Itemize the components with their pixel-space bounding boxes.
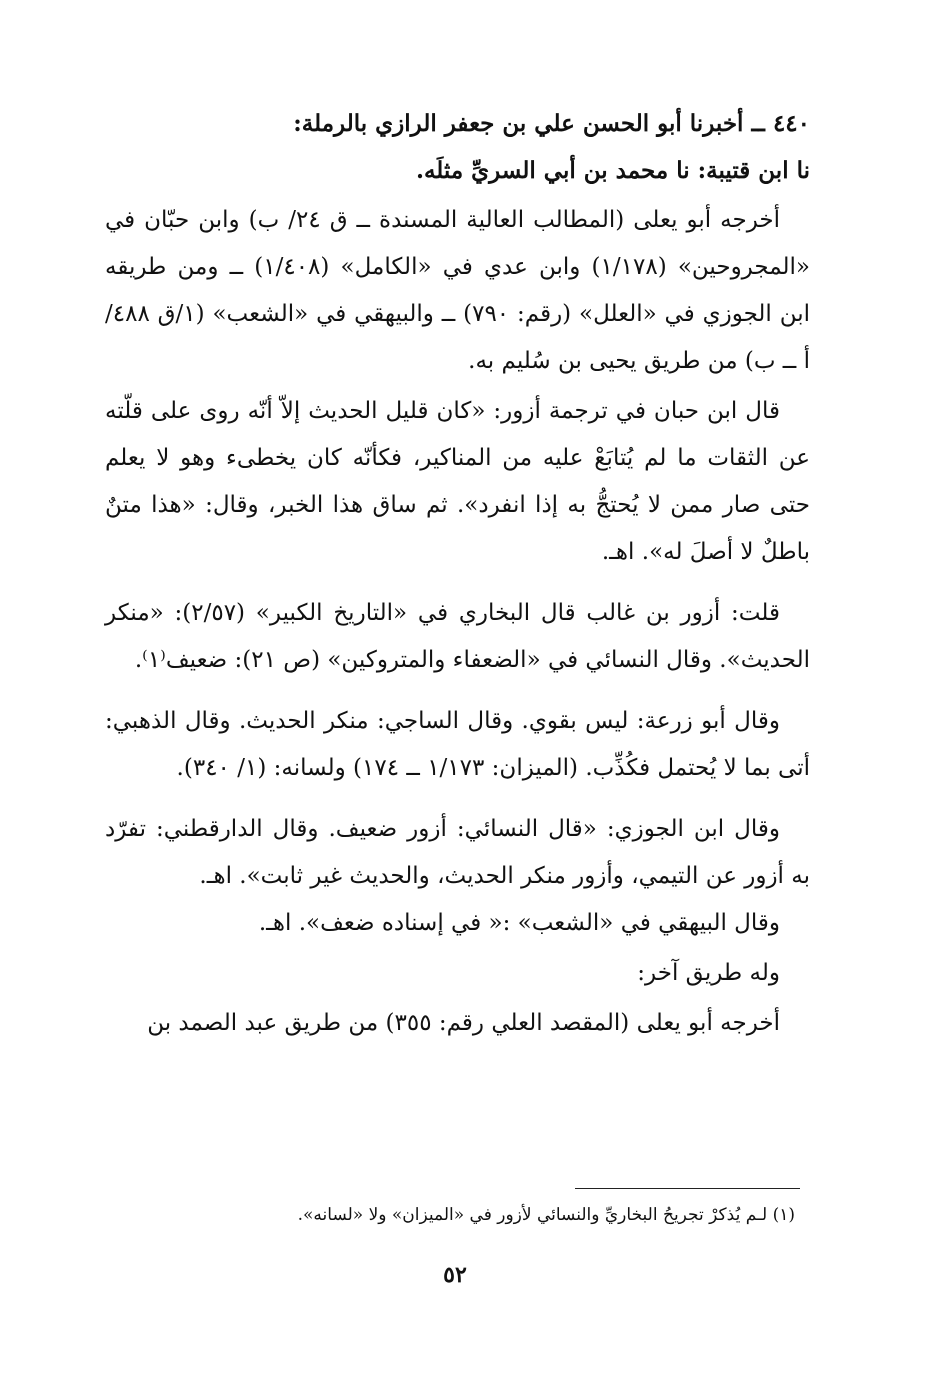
footnote-divider bbox=[575, 1188, 800, 1189]
paragraph-ibn-hibban: قال ابن حبان في ترجمة أزور: «كان قليل الحديث إلاّ أنّه روى على قلّته عن الثقات ما لم يُتابَعْ عليه من المناكير، فكأنّه كان يخطىء وهو لا يعلم حتى صار ممن لا يُحتجُّ به إذا انفرد». ثم ساق هذا الخبر، وقال: «هذا متنٌ باطلٌ لا أصلَ له». اهـ. bbox=[105, 398, 810, 565]
paragraph-bukhari-nasai: قلت: أزور بن غالب قال البخاري في «التاريخ الكبير» (٢/٥٧): «منكر الحديث». وقال النسائي في «الضعفاء والمتروكين» (ص ٢١): ضعيف⁽١⁾. bbox=[105, 600, 810, 673]
paragraph-abu-yala: أخرجه أبو يعلى (المقصد العلي رقم: ٣٥٥) من طريق عبد الصمد بن bbox=[147, 1010, 780, 1036]
hadith-line-1: ٤٤٠ ــ أخبرنا أبو الحسن علي بن جعفر الرازي بالرملة: bbox=[293, 110, 810, 137]
footnote: (١) لـم يُذكرْ تجريحُ البخاريِّ والنسائي لأزور في «الميزان» ولا «لسانه». bbox=[297, 1205, 795, 1225]
paragraph-another-route: وله طريق آخر: bbox=[637, 960, 780, 986]
page-body bbox=[105, 100, 810, 1047]
paragraph-ibn-jawzi: وقال ابن الجوزي: «قال النسائي: أزور ضعيف. وقال الدارقطني: تفرّد به أزور عن التيمي، وأزور منكر الحديث، والحديث غير ثابت». اهـ. bbox=[105, 816, 810, 889]
paragraph-takhrij: أخرجه أبو يعلى (المطالب العالية المسندة ــ ق ٢٤/ ب) وابن حبّان في «المجروحين» (١/١٧٨) وابن عدي في «الكامل» (١/٤٠٨) ــ ومن طريقه ابن الجوزي في «العلل» (رقم: ٧٩٠) ــ والبيهقي في «الشعب» (١/ق ٤٨٨/ أ ــ ب) من طريق يحيى بن سُليم به. bbox=[105, 207, 810, 374]
paragraph-bayhaqi: وقال البيهقي في «الشعب» :« في إسناده ضعف». اهـ. bbox=[258, 910, 780, 936]
paragraph-abu-zura: وقال أبو زرعة: ليس بقوي. وقال الساجي: منكر الحديث. وقال الذهبي: أتى بما لا يُحتمل فكُذِّب. (الميزان: ١/١٧٣ ــ ١٧٤) ولسانه: (١/ ٣٤٠). bbox=[105, 708, 810, 781]
page-number: ٥٢ bbox=[443, 1262, 467, 1288]
hadith-line-2: نا ابن قتيبة: نا محمد بن أبي السريِّ مثلَه. bbox=[415, 157, 810, 184]
